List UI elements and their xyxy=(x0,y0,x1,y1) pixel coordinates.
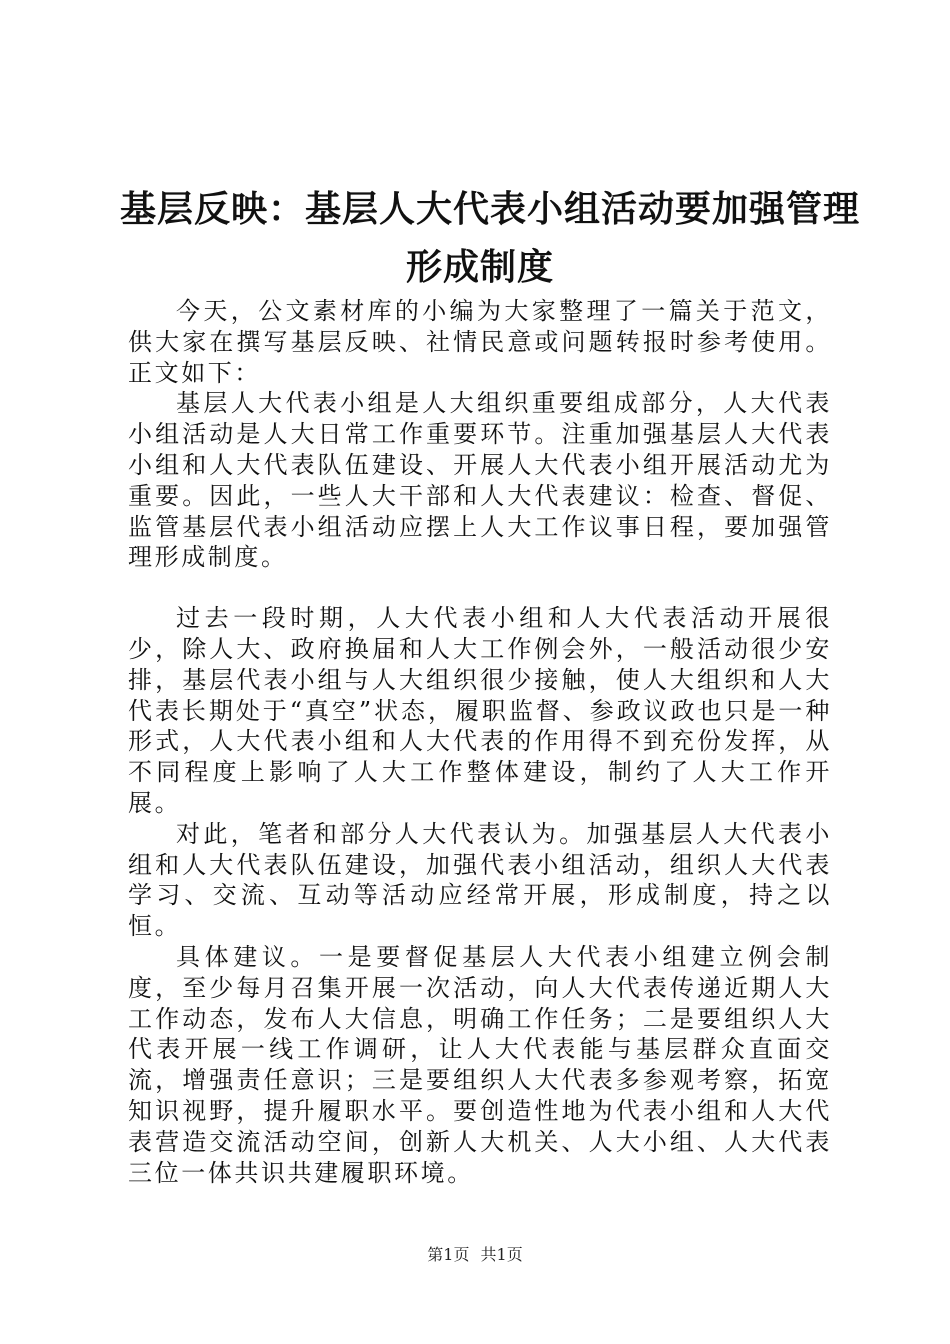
page-total: 共1页 xyxy=(480,1245,523,1264)
paragraph-problem: 过去一段时期，人大代表小组和人大代表活动开展很少，除人大、政府换届和人大工作例会外，一般活动很少安排，基层代表小组与人大组织很少接触，使人大组织和人大代表长期处于“真空”状态，履职监督、参政议政也只是一种形式，人大代表小组和人大代表的作用得不到充份发挥，从不同程度上影响了人大工作整体建设，制约了人大工作开展。 xyxy=(128,604,832,817)
paragraph-opinion: 对此，笔者和部分人大代表认为。加强基层人大代表小组和人大代表队伍建设，加强代表小组活动，组织人大代表学习、交流、互动等活动应经常开展，形成制度，持之以恒。 xyxy=(128,819,832,941)
paragraph-suggestions: 具体建议。一是要督促基层人大代表小组建立例会制度，至少每月召集开展一次活动，向人大代表传递近期人大工作动态，发布人大信息，明确工作任务；二是要组织人大代表开展一线工作调研，让人大代表能与基层群众直面交流，增强责任意识；三是要组织人大代表多参观考察，拓宽知识视野，提升履职水平。要创造性地为代表小组和人大代表营造交流活动空间，创新人大机关、人大小组、人大代表三位一体共识共建履职环境。 xyxy=(128,942,832,1187)
paragraph-intro: 今天，公文素材库的小编为大家整理了一篇关于范文，供大家在撰写基层反映、社情民意或问题转报时参考使用。正文如下： xyxy=(128,297,832,387)
paragraph-background: 基层人大代表小组是人大组织重要组成部分，人大代表小组活动是人大日常工作重要环节。注重加强基层人大代表小组和人大代表队伍建设、开展人大代表小组开展活动尤为重要。因此，一些人大干部和人大代表建议：检查、督促、监管基层代表小组活动应摆上人大工作议事日程，要加强管理形成制度。 xyxy=(128,389,832,572)
document-title xyxy=(120,180,861,296)
page-footer xyxy=(0,1244,950,1266)
title-line-2: 形成制度 xyxy=(405,246,554,288)
document-body xyxy=(128,296,832,1188)
title-line-1: 基层反映：基层人大代表小组活动要加强管理 xyxy=(120,188,861,230)
page-number: 第1页 xyxy=(427,1245,470,1264)
